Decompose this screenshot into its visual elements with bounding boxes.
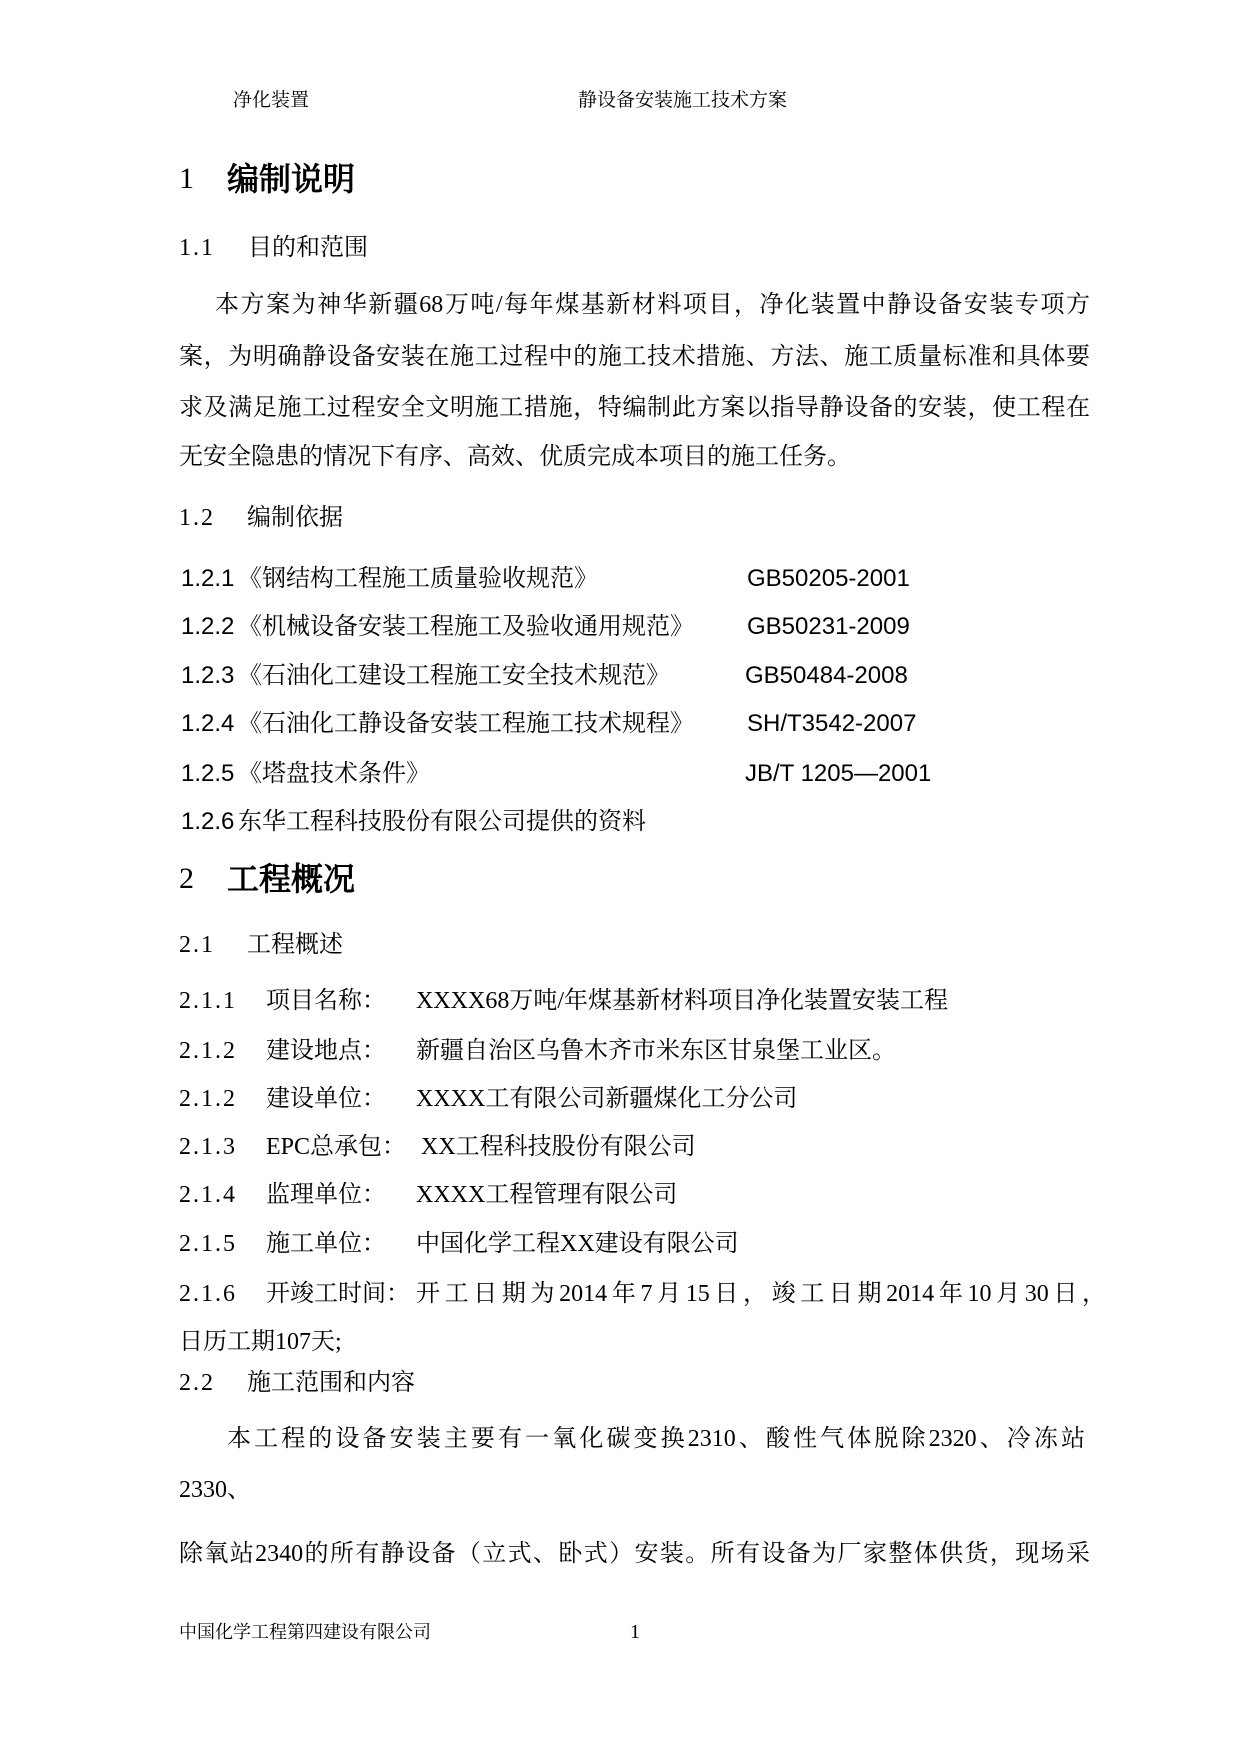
- info-number: 2.1.4: [179, 1182, 237, 1208]
- info-number: 2.1.2: [179, 1086, 237, 1112]
- reference-number: 1.2.6: [181, 808, 235, 835]
- info-value: 中国化学工程XX建设有限公司: [416, 1231, 739, 1257]
- reference-title: 《石油化工静设备安装工程施工技术规程》: [238, 711, 694, 737]
- reference-number: 1.2.1: [181, 565, 235, 592]
- footer-company: 中国化学工程第四建设有限公司: [179, 1622, 431, 1642]
- info-label: 项目名称：: [266, 988, 386, 1014]
- info-item-epc-contractor: [0, 1130, 1241, 1164]
- reference-code: GB50484-2008: [745, 662, 908, 689]
- reference-code: SH/T3542-2007: [747, 710, 917, 737]
- section-1-number: 1: [179, 162, 194, 195]
- section-2-number: 2: [179, 862, 194, 895]
- paragraph-line: 2330、: [179, 1477, 251, 1503]
- header-left-text: 净化装置: [233, 90, 310, 111]
- info-item-schedule: [0, 1277, 1241, 1311]
- info-item-location: [0, 1034, 1241, 1068]
- paragraph-line: 无安全隐患的情况下有序、高效、优质完成本项目的施工任务。: [179, 444, 851, 470]
- info-label: 建设地点：: [266, 1038, 386, 1064]
- info-label: EPC总承包：: [266, 1134, 407, 1160]
- info-value: XXXX68万吨/年煤基新材料项目净化装置安装工程: [416, 988, 948, 1014]
- reference-item: [0, 757, 1241, 791]
- info-item-supervisor: [0, 1178, 1241, 1212]
- paragraph-line: 求及满足施工过程安全文明施工措施，特编制此方案以指导静设备的安装，使工程在: [179, 395, 1090, 421]
- subsection-2-1-title: 工程概述: [247, 932, 343, 958]
- info-number: 2.1.1: [179, 988, 237, 1014]
- reference-title: 《石油化工建设工程施工安全技术规范》: [238, 663, 670, 689]
- subsection-1-1-number: 1.1: [179, 235, 215, 261]
- info-continuation: 日历工期107天;: [179, 1329, 342, 1355]
- reference-title: 《机械设备安装工程施工及验收通用规范》: [238, 614, 694, 640]
- header-document-title: 静设备安装施工技术方案: [578, 90, 788, 111]
- info-value: 开工日期为2014年7月15日，竣工日期2014年10月30日，: [416, 1281, 1106, 1307]
- reference-title: 东华工程科技股份有限公司提供的资料: [238, 809, 646, 835]
- info-value: XX工程科技股份有限公司: [421, 1134, 696, 1160]
- subsection-1-1-title: 目的和范围: [248, 235, 368, 261]
- info-label: 开竣工时间：: [266, 1281, 410, 1307]
- subsection-1-2-title: 编制依据: [247, 505, 343, 531]
- info-value: 新疆自治区乌鲁木齐市米东区甘泉堡工业区。: [416, 1038, 896, 1064]
- subsection-2-2-title: 施工范围和内容: [247, 1370, 415, 1396]
- reference-number: 1.2.5: [181, 760, 235, 787]
- paragraph-line: 除氧站2340的所有静设备（立式、卧式）安装。所有设备为厂家整体供货，现场采: [179, 1541, 1090, 1567]
- subsection-1-2-number: 1.2: [179, 505, 215, 531]
- info-value: XXXX工程管理有限公司: [416, 1182, 678, 1208]
- reference-title: 《塔盘技术条件》: [238, 761, 430, 787]
- reference-code: GB50205-2001: [747, 565, 910, 592]
- reference-item: [0, 659, 1241, 693]
- reference-code: GB50231-2009: [747, 613, 910, 640]
- info-item-constructor: [0, 1227, 1241, 1261]
- paragraph-line: 案，为明确静设备安装在施工过程中的施工技术措施、方法、施工质量标准和具体要: [179, 344, 1090, 370]
- paragraph-line: 本工程的设备安装主要有一氧化碳变换2310、酸性气体脱除2320、冷冻站: [227, 1426, 1085, 1452]
- reference-item: [0, 562, 1241, 596]
- reference-item: [0, 805, 1241, 839]
- paragraph-line: 本方案为神华新疆68万吨/每年煤基新材料项目，净化装置中静设备安装专项方: [215, 292, 1090, 318]
- info-label: 建设单位：: [266, 1086, 386, 1112]
- info-label: 施工单位：: [266, 1231, 386, 1257]
- info-item-project-name: [0, 984, 1241, 1018]
- info-number: 2.1.2: [179, 1038, 237, 1064]
- subsection-2-1-number: 2.1: [179, 932, 215, 958]
- reference-item: [0, 707, 1241, 741]
- reference-number: 1.2.3: [181, 662, 235, 689]
- info-number: 2.1.5: [179, 1231, 237, 1257]
- info-value: XXXX工有限公司新疆煤化工分公司: [416, 1086, 798, 1112]
- info-item-owner: [0, 1082, 1241, 1116]
- page-number: 1: [630, 1621, 640, 1643]
- section-2-title: 工程概况: [227, 860, 356, 898]
- reference-number: 1.2.2: [181, 613, 235, 640]
- info-label: 监理单位：: [266, 1182, 386, 1208]
- reference-item: [0, 610, 1241, 644]
- reference-code: JB/T 1205—2001: [745, 760, 932, 787]
- subsection-2-2-number: 2.2: [179, 1370, 215, 1396]
- reference-title: 《钢结构工程施工质量验收规范》: [238, 566, 598, 592]
- section-1-title: 编制说明: [227, 160, 356, 198]
- info-number: 2.1.3: [179, 1134, 237, 1160]
- info-number: 2.1.6: [179, 1281, 237, 1307]
- reference-number: 1.2.4: [181, 710, 235, 737]
